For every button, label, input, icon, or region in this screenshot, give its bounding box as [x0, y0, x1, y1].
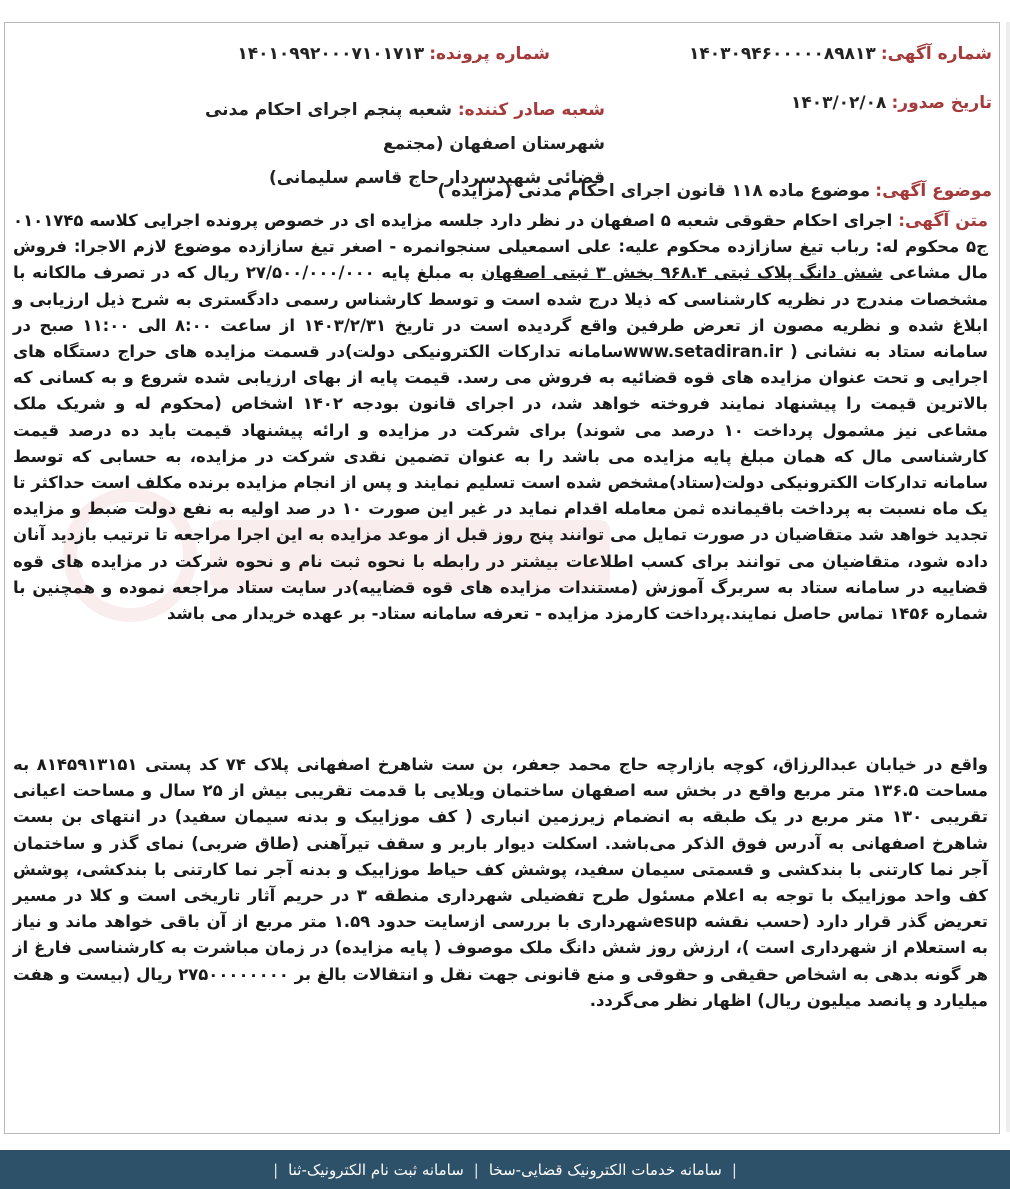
footer-sep-mid: |: [473, 1160, 479, 1179]
issuer-line2: قضائی شهیدسردار حاج قاسم سلیمانی): [268, 168, 605, 188]
scrollbar[interactable]: [1006, 22, 1010, 1132]
subject-value: موضوع ماده ۱۱۸ قانون اجرای احکام مدنی (مزایده ): [437, 181, 871, 201]
case-number-row: [237, 44, 550, 64]
issuer-label: شعبه صادر کننده:: [457, 100, 605, 120]
body-url: www.setadiran.ir: [623, 342, 783, 362]
footer-link-sana[interactable]: سامانه ثبت نام الکترونیک-ثنا: [288, 1160, 464, 1179]
issue-date-value: ۱۴۰۳/۰۲/۰۸: [790, 93, 887, 113]
issue-date-label: تاریخ صدور:: [891, 93, 992, 113]
body-p1-c: سامانه تدارکات الکترونیکی دولت)در قسمت مزایده های حراج دستگاه های اجرایی و تحت عنوان مزایده های قوه قضائیه به فروش می رسد. قیمت پایه از بهای ارزیابی شده شروع و به کسانی که بالاترین قیمت را پیشنهاد نمایند فروخته خواهد شد، در اجرای قانون بودجه ۱۴۰۲ اشخاص (محکوم له و شریک ملک مشاعی نیز مشمول پرداخت ۱۰ درصد می شوند) برای شرکت در مزایده و ارائه پیشنهاد قیمت باید ده درصد قیمت کارشناسی مال که همان مبلغ پایه مزایده می باشد را به عنوان تضمین نقدی شرکت در مزایده، به حسابی که توسط سامانه تدارکات الکترونیکی دولت(ستاد)مشخص شده است تسلیم نمایند و پس از انجام مزایده برنده مکلف است حداکثر تا یک ماه نسبت به پرداخت باقیمانده ثمن معامله اقدام نماید در غیر این صورت ۱۰ در صد اولیه به نفع دولت ضبط و مزایده تجدید خواهد شد متقاضیان در صورت تمایل می توانند پنج روز قبل از موعد مزایده به این اجرا مراجعه تا ترتیب بازدید آنان داده شود، متقاضیان می توانند برای کسب اطلاعات بیشتر در رابطه با نحوه ثبت نام و نحوه شرکت در مزایده های قوه قضاییه در سامانه ستاد به سربرگ آموزش (مستندات مزایده های قوه قضاییه)در سایت ستاد مراجعه نموده و همچنین با شماره ۱۴۵۶ تماس حاصل نمایند.پرداخت کارمزد مزایده - تعرفه سامانه ستاد- بر عهده خریدار می باشد: [13, 342, 988, 624]
body-p1-b: به مبلغ پایه ۲۷/۵۰۰/۰۰۰/۰۰۰ ریال که در تصرف مالکانه با مشخصات مندرج در نظریه کارشناسی که ذیلا درج شده است و توسط کارشناس رسمی دادگستری به شرح ذیل ارزیابی و ابلاغ شده و نظریه مصون از تعرض طرفین واقع گردیده است در تاریخ ۱۴۰۳/۲/۳۱ از ساعت ۸:۰۰ الی ۱۱:۰۰ صبح در سامانه ستاد به نشانی (: [13, 263, 988, 362]
issuer-line1: شعبه پنجم اجرای احکام مدنی شهرستان اصفهان (مجتمع: [204, 100, 605, 154]
issue-date-row: [791, 93, 992, 113]
ad-number-value: ۱۴۰۳۰۹۴۶۰۰۰۰۰۸۹۸۱۳: [688, 44, 876, 64]
footer-sep-left: |: [273, 1160, 279, 1179]
ad-number-row: [689, 44, 992, 64]
body-p1-underlined: شش دانگ پلاک ثبتی ۹۶۸.۴ بخش ۳ ثبتی اصفهان: [481, 263, 883, 283]
body-text-label: متن آگهی:: [898, 211, 989, 231]
top-strip: [0, 0, 1010, 20]
subject-label: موضوع آگهی:: [875, 181, 992, 201]
issuer-block: [185, 93, 605, 195]
case-number-value: ۱۴۰۱۰۹۹۲۰۰۰۷۱۰۱۷۱۳: [237, 44, 425, 64]
footer-sep-right: |: [731, 1160, 737, 1179]
property-description: واقع در خیابان عبدالرزاق، کوچه بازارچه حاج محمد جعفر، بن ست شاهرخ اصفهانی پلاک ۷۴ کد پستی ۸۱۴۵۹۱۳۱۵۱ به مساحت ۱۳۶.۵ متر مربع واقع در بخش سه اصفهان ساختمان ویلایی با قدمت تقریبی بیش از ۲۵ سال و مساحت اعیانی تقریبی ۱۳۰ متر مربع در یک طبقه به انضمام زیرزمین انباری ( کف موزاییک و بدنه سیمان سفید) در انتهای بن بست شاهرخ اصفهانی به آدرس فوق الذکر می‌باشد. اسکلت دیوار باربر و سقف تیرآهنی (طاق ضربی) نمای گذر و ساختمان آجر نما کارتنی با بندکشی و قسمتی سیمان سفید، پوشش کف حیاط موزاییک و بدنه آجر نما کارتنی با بندکشی، پوشش کف واحد موزاییک با توجه به اعلام مسئول طرح تفضیلی شهرداری منطقه ۳ در حریم آثار تاریخی است و کلا در مسیر تعریض گذر قرار دارد (حسب نقشه esupشهرداری با بررسی ازسایت حدود ۱.۵۹ متر مربع از آن باقی خواهد ماند و نیاز به استعلام از شهرداری است )، ارزش روز شش دانگ ملک موصوف ( پایه مزایده) در زمان مباشرت به کارشناسی فارغ از هر گونه بدهی به اشخاص حقیقی و حقوقی و منع قانونی جهت نقل و انتقالات بالغ بر ۲۷۵۰۰۰۰۰۰۰۰ ریال (بیست و هفت میلیارد و پانصد میلیون ریال) اظهار نظر می‌گردد.: [13, 755, 988, 1010]
subject-row: [438, 181, 992, 201]
ad-body-text: [13, 208, 988, 627]
case-number-label: شماره پرونده:: [429, 44, 550, 64]
footer-bar: [0, 1150, 1010, 1189]
body-p1-a: اجرای احکام حقوقی شعبه ۵ اصفهان در نظر دارد جلسه مزایده ای در خصوص پرونده اجرایی کلاسه ۰۱۰۱۷۴۵ ج۵ محکوم له: رباب تیغ سازازده محکوم علیه: علی اسمعیلی سنجوانمره - اصغر تیغ سازازده موضوع لازم الاجرا: فروش مال مشاعی: [13, 211, 988, 283]
footer-link-sakha[interactable]: سامانه خدمات الکترونیک قضایی-سخا: [488, 1160, 722, 1179]
ad-number-label: شماره آگهی:: [880, 44, 992, 64]
